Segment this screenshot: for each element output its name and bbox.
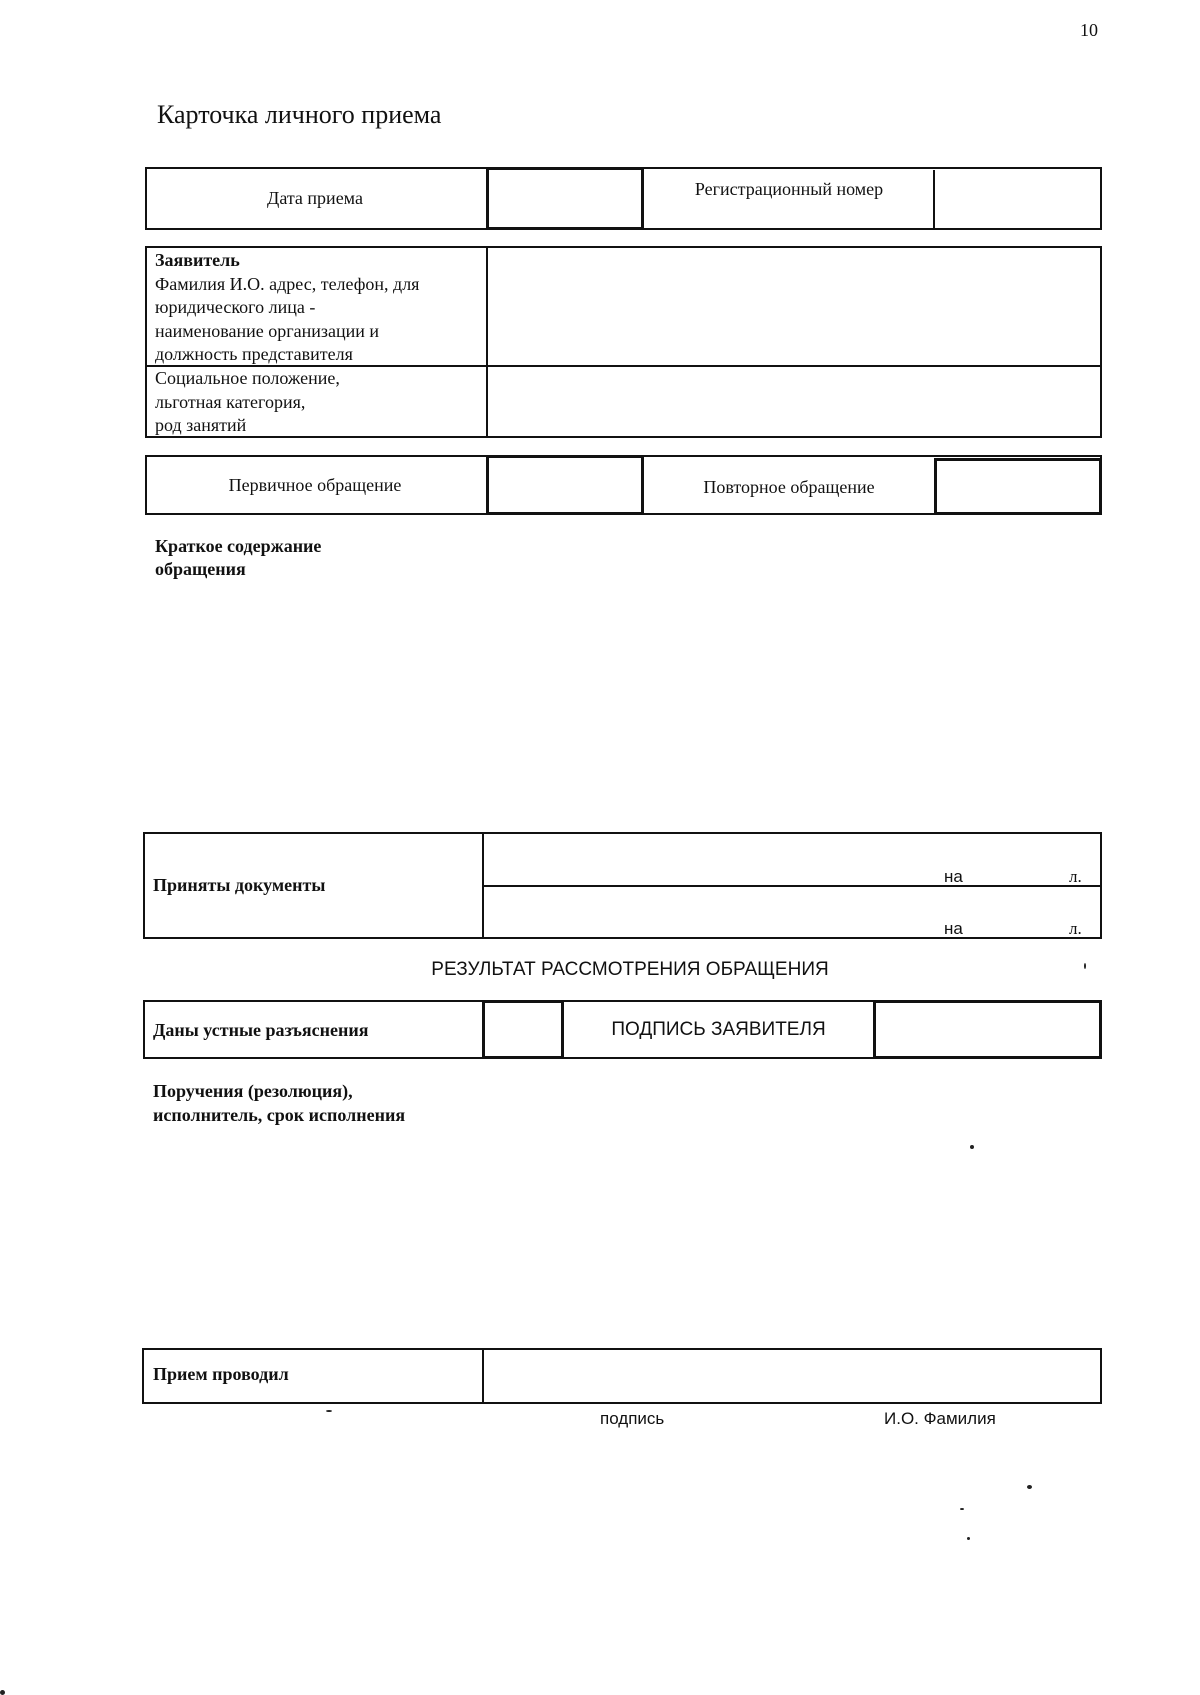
applicant-heading: Заявитель [155,250,240,270]
page-title: Карточка личного приема [157,100,442,129]
applicant-desc-line-3: наименование организации и [155,320,380,341]
social-line-2: льготная категория, [155,391,306,412]
reception-date-label: Дата приема [267,188,363,208]
summary-label-line-1: Краткое содержание [155,536,322,556]
signature-caption: подпись [600,1409,665,1428]
social-line-1: Социальное положение, [155,368,340,388]
applicant-desc-line-2: юридического лица - [155,297,316,317]
summary-field[interactable] [155,590,1100,820]
primary-appeal-checkbox[interactable] [486,455,644,515]
name-caption: И.О. Фамилия [884,1409,996,1428]
social-status-field[interactable] [490,369,1098,434]
applicant-signature-field[interactable] [873,1000,1102,1059]
document-row-1-na: на [944,867,963,886]
repeat-appeal-label: Повторное обращение [703,477,875,497]
document-row-1-field[interactable] [486,836,926,882]
applicant-signature-label: ПОДПИСЬ ЗАЯВИТЕЛЯ [611,1019,826,1040]
oral-explanation-checkbox[interactable] [482,1000,564,1059]
reg-number-field[interactable] [937,171,1097,226]
reception-date-field[interactable] [486,167,644,230]
result-heading: РЕЗУЛЬТАТ РАССМОТРЕНИЯ ОБРАЩЕНИЯ [431,959,829,980]
document-row-2-field[interactable] [486,889,926,935]
social-line-3: род занятий [155,415,247,435]
instructions-label-line-1: Поручения (резолюция), [153,1081,353,1101]
conducted-field[interactable] [486,1352,1098,1400]
oral-explanation-label: Даны устные разъяснения [153,1020,369,1040]
primary-appeal-label: Первичное обращение [228,475,402,495]
scan-speck [960,1508,964,1510]
scan-speck [967,1537,970,1540]
applicant-desc-line-1: Фамилия И.О. адрес, телефон, для [155,273,420,294]
instructions-label-line-2: исполнитель, срок исполнения [153,1105,406,1125]
summary-label-line-2: обращения [155,559,246,579]
scan-speck [1027,1485,1032,1489]
document-row-1-l: л. [1069,867,1082,886]
document-row-2-na: на [944,919,963,938]
scan-speck [1084,963,1086,969]
reg-number-label: Регистрационный номер [694,179,884,199]
conducted-label: Прием проводил [153,1364,289,1384]
documents-label: Приняты документы [153,875,326,895]
scan-speck [326,1410,332,1412]
instructions-field[interactable] [153,1135,1098,1335]
scan-speck [970,1145,974,1149]
document-row-2-l: л. [1069,919,1082,938]
scan-speck [0,1690,5,1695]
repeat-appeal-checkbox[interactable] [934,458,1102,515]
applicant-desc-line-4: должность представителя [155,344,353,364]
page-number: 10 [1080,20,1098,40]
applicant-field[interactable] [490,250,1098,362]
